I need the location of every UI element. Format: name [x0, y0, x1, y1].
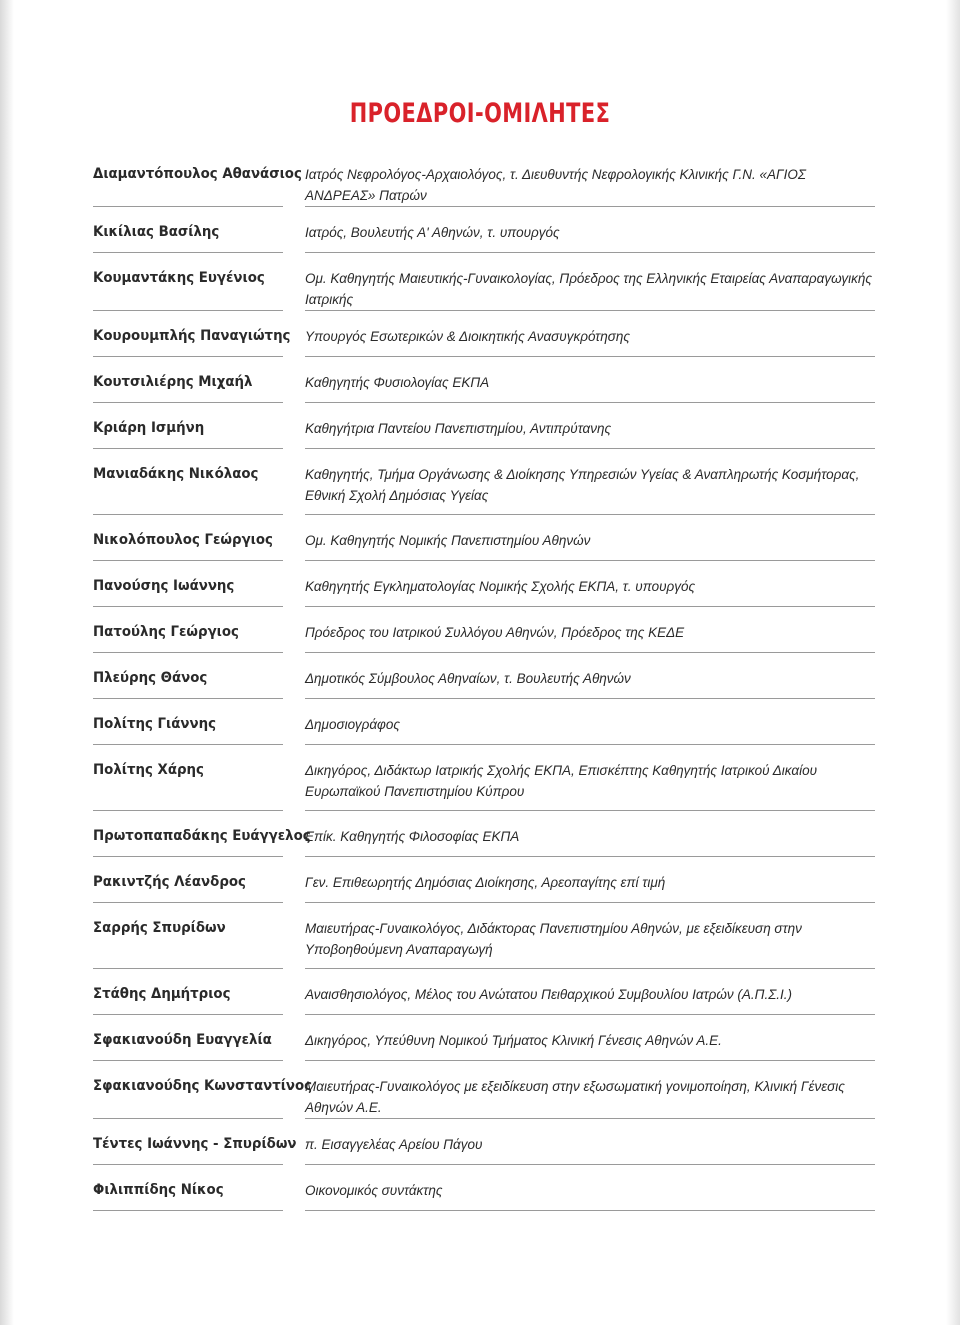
row-divider — [93, 310, 283, 311]
row-divider — [93, 968, 283, 969]
speaker-name: Κουρουμπλής Παναγιώτης — [93, 328, 291, 344]
speaker-role: Καθηγητής Εγκληματολογίας Νομικής Σχολής ΕΚΠΑ, τ. υπουργός — [305, 571, 875, 607]
speaker-role: Ιατρός, Βουλευτής Α' Αθηνών, τ. υπουργός — [305, 217, 875, 253]
speaker-row — [93, 217, 875, 263]
speaker-row — [93, 525, 875, 571]
speaker-name: Κουμαντάκης Ευγένιος — [93, 270, 265, 286]
speaker-name: Κουτσιλιέρης Μιχαήλ — [93, 374, 253, 390]
row-divider — [93, 810, 283, 811]
speaker-row — [93, 821, 875, 867]
page-title: ΠΡΟΕΔΡΟΙ-ΟΜΙΛΗΤΕΣ — [349, 98, 611, 129]
speaker-role: Καθηγήτρια Παντείου Πανεπιστημίου, Αντιπρύτανης — [305, 413, 875, 449]
speaker-role: Μαιευτήρας-Γυναικολόγος με εξειδίκευση στην εξωσωματική γονιμοποίηση, Κλινική Γένεσις Αθηνών Α.Ε. — [305, 1071, 875, 1119]
speaker-role: Καθηγητής, Τμήμα Οργάνωσης & Διοίκησης Υπηρεσιών Υγείας & Αναπληρωτής Κοσμήτορας, Εθνική Σχολή Δημόσιας Υγείας — [305, 459, 875, 515]
speaker-role: Πρόεδρος του Ιατρικού Συλλόγου Αθηνών, Πρόεδρος της ΚΕΔΕ — [305, 617, 875, 653]
row-divider — [93, 1164, 283, 1165]
speaker-role: Καθηγητής Φυσιολογίας ΕΚΠΑ — [305, 367, 875, 403]
speaker-name: Ρακιντζής Λέανδρος — [93, 874, 246, 890]
speaker-row — [93, 413, 875, 459]
speaker-role: Οικονομικός συντάκτης — [305, 1175, 875, 1211]
speaker-row — [93, 867, 875, 913]
speaker-row — [93, 321, 875, 367]
speaker-name: Πολίτης Χάρης — [93, 762, 204, 778]
speaker-row — [93, 1071, 875, 1129]
speaker-role: Δημοσιογράφος — [305, 709, 875, 745]
speaker-row — [93, 755, 875, 821]
speaker-row — [93, 913, 875, 979]
speaker-role: Ομ. Καθηγητής Νομικής Πανεπιστημίου Αθηνών — [305, 525, 875, 561]
row-divider — [93, 206, 283, 207]
row-divider — [93, 252, 283, 253]
speaker-row — [93, 663, 875, 709]
row-divider — [93, 856, 283, 857]
speaker-name: Πανούσης Ιωάννης — [93, 578, 235, 594]
speaker-name: Φιλιππίδης Νίκος — [93, 1182, 224, 1198]
row-divider — [93, 560, 283, 561]
speaker-role: Αναισθησιολόγος, Μέλος του Ανώτατου Πειθαρχικού Συμβουλίου Ιατρών (Α.Π.Σ.Ι.) — [305, 979, 875, 1015]
speaker-role: Υπουργός Εσωτερικών & Διοικητικής Ανασυγκρότησης — [305, 321, 875, 357]
speaker-row — [93, 571, 875, 617]
speaker-name: Κριάρη Ισμήνη — [93, 420, 205, 436]
row-divider — [93, 356, 283, 357]
row-divider — [93, 448, 283, 449]
speaker-role: π. Εισαγγελέας Αρείου Πάγου — [305, 1129, 875, 1165]
speaker-name: Τέντες Ιωάννης - Σπυρίδων — [93, 1136, 297, 1152]
speaker-list — [93, 159, 875, 1221]
speaker-name: Πατούλης Γεώργιος — [93, 624, 239, 640]
speaker-row — [93, 617, 875, 663]
speaker-name: Σφακιανούδης Κωνσταντίνος — [93, 1078, 313, 1094]
row-divider — [93, 1118, 283, 1119]
speaker-role: Δικηγόρος, Υπεύθυνη Νομικού Τμήματος Κλινική Γένεσις Αθηνών Α.Ε. — [305, 1025, 875, 1061]
speaker-name: Πλεύρης Θάνος — [93, 670, 208, 686]
speaker-row — [93, 1025, 875, 1071]
row-divider — [93, 1060, 283, 1061]
speaker-name: Πρωτοπαπαδάκης Ευάγγελος — [93, 828, 311, 844]
speaker-role: Ιατρός Νεφρολόγος-Αρχαιολόγος, τ. Διευθυντής Νεφρολογικής Κλινικής Γ.Ν. «ΑΓΙΟΣ ΑΝΔΡΕΑΣ» Πατρών — [305, 159, 875, 207]
speaker-name: Νικολόπουλος Γεώργιος — [93, 532, 273, 548]
speaker-row — [93, 709, 875, 755]
row-divider — [93, 606, 283, 607]
row-divider — [93, 698, 283, 699]
speaker-row — [93, 159, 875, 217]
row-divider — [93, 652, 283, 653]
row-divider — [93, 514, 283, 515]
speaker-role: Επίκ. Καθηγητής Φιλοσοφίας ΕΚΠΑ — [305, 821, 875, 857]
speaker-role: Δικηγόρος, Διδάκτωρ Ιατρικής Σχολής ΕΚΠΑ, Επισκέπτης Καθηγητής Ιατρικού Δικαίου Ευρωπαϊκού Πανεπιστημίου Κύπρου — [305, 755, 875, 811]
speaker-name: Στάθης Δημήτριος — [93, 986, 231, 1002]
speaker-name: Μανιαδάκης Νικόλαος — [93, 466, 259, 482]
speaker-name: Κικίλιας Βασίλης — [93, 224, 220, 240]
speaker-row — [93, 979, 875, 1025]
row-divider — [93, 402, 283, 403]
speaker-name: Διαμαντόπουλος Αθανάσιος — [93, 166, 302, 182]
speaker-row — [93, 367, 875, 413]
speaker-name: Σφακιανούδη Ευαγγελία — [93, 1032, 272, 1048]
speaker-role: Ομ. Καθηγητής Μαιευτικής-Γυναικολογίας, Πρόεδρος της Ελληνικής Εταιρείας Αναπαραγωγικής Ιατρικής — [305, 263, 875, 311]
speaker-row — [93, 459, 875, 525]
speaker-name: Πολίτης Γιάννης — [93, 716, 216, 732]
row-divider — [93, 1014, 283, 1015]
speaker-role: Μαιευτήρας-Γυναικολόγος, Διδάκτορας Πανεπιστημίου Αθηνών, με εξειδίκευση στην Υποβοηθούμενη Αναπαραγωγή — [305, 913, 875, 969]
row-divider — [93, 744, 283, 745]
speaker-role: Γεν. Επιθεωρητής Δημόσιας Διοίκησης, Αρεοπαγίτης επί τιμή — [305, 867, 875, 903]
row-divider — [93, 1210, 283, 1211]
speaker-row — [93, 1129, 875, 1175]
speaker-row — [93, 263, 875, 321]
speaker-role: Δημοτικός Σύμβουλος Αθηναίων, τ. Βουλευτής Αθηνών — [305, 663, 875, 699]
speaker-row — [93, 1175, 875, 1221]
row-divider — [93, 902, 283, 903]
speaker-name: Σαρρής Σπυρίδων — [93, 920, 226, 936]
